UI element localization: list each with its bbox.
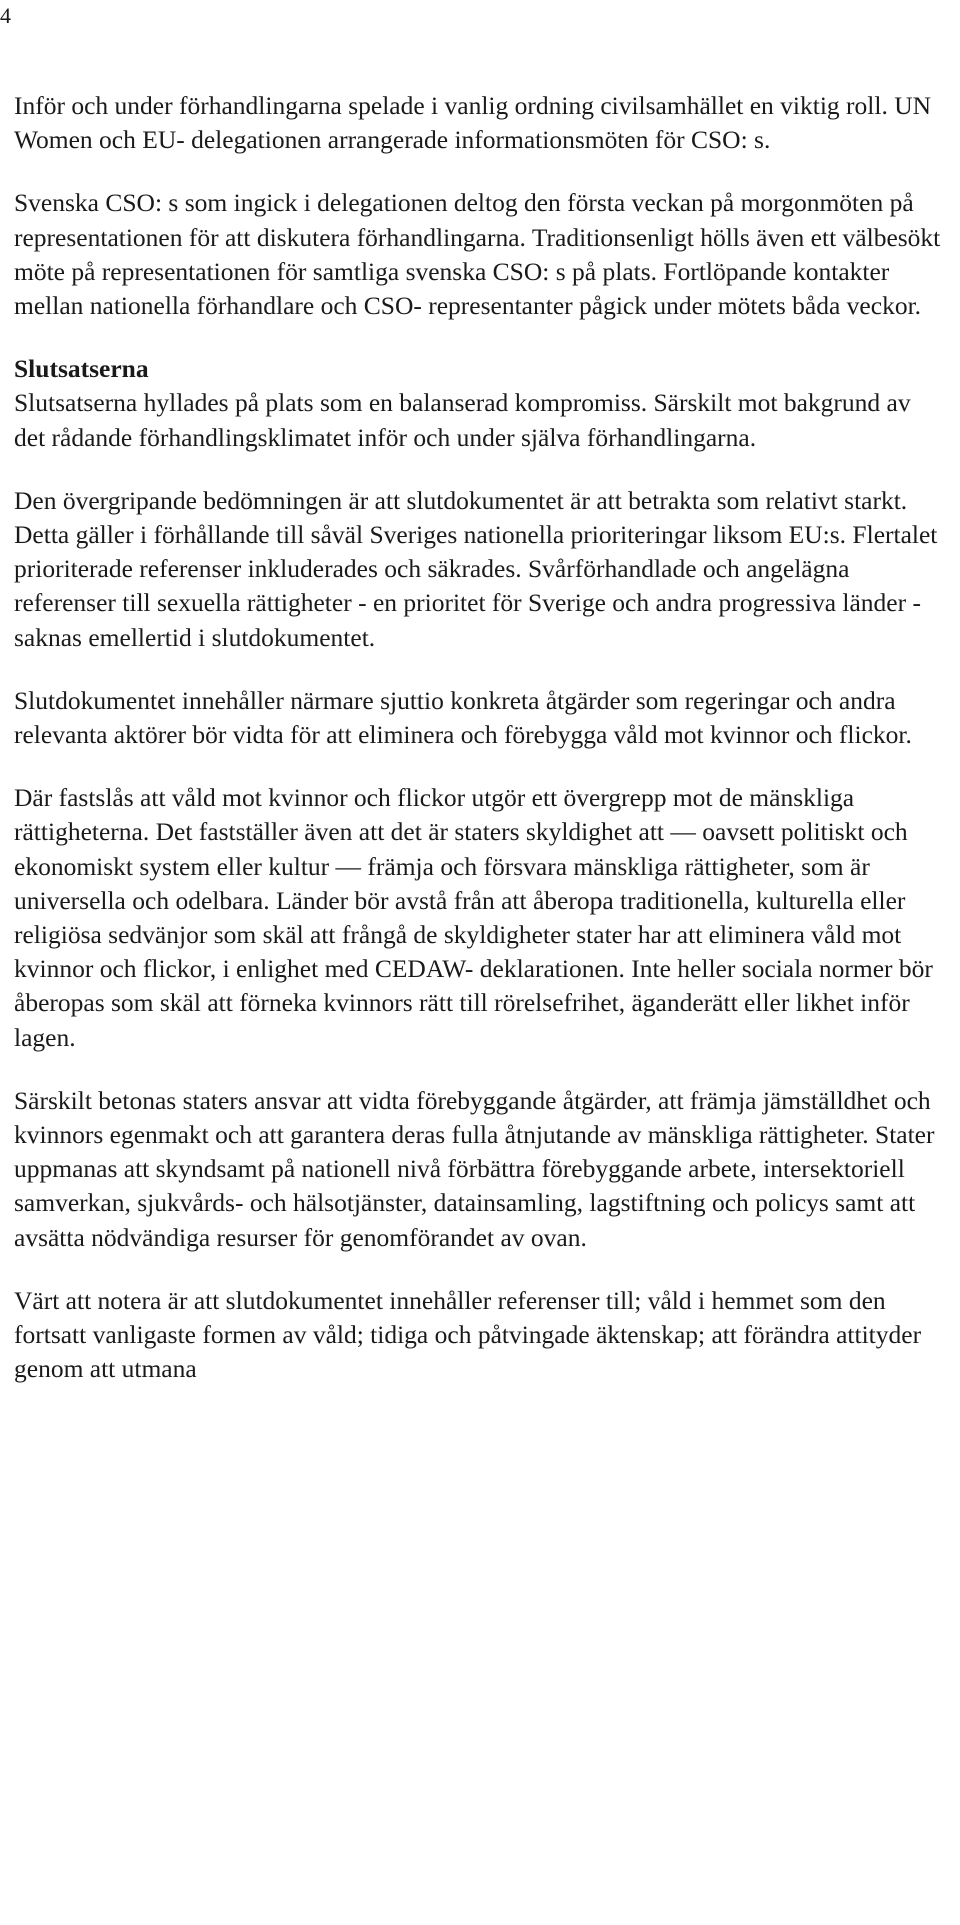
paragraph-conclusions-praised: Slutsatserna hyllades på plats som en balanserad kompromiss. Särskilt mot bakgrund av det rådande förhandlingsklimatet inför och under själva förhandlingarna.	[14, 388, 911, 452]
page-number: 4	[0, 3, 11, 28]
paragraph-swedish-cso: Svenska CSO: s som ingick i delegationen deltog den första veckan på morgonmöten på representationen för att diskutera förhandlingarna. Traditionsenligt hölls även ett välbesökt möte på representationen för samtliga svenska CSO: s på plats. Fortlöpande kontakter mellan nationella förhandlare och CSO- representanter pågick under mötets båda veckor.	[14, 188, 941, 321]
document-body	[14, 89, 946, 1416]
paragraph-civil-society: Inför och under förhandlingarna spelade i vanlig ordning civilsamhället en viktig roll. UN Women och EU- delegationen arrangerade informationsmöten för CSO: s.	[14, 91, 932, 155]
paragraph-human-rights: Där fastslås att våld mot kvinnor och flickor utgör ett övergrepp mot de mänskliga rättigheterna. Det fastställer även att det är staters skyldighet att — oavsett politiskt och ekonomiskt system eller kultur — främja och försvara mänskliga rättigheter, som är universella och odelbara. Länder bör avstå från att åberopa traditionella, kulturella eller religiösa sedvänjor som skäl att frångå de skyldigheter stater har att eliminera våld mot kvinnor och flickor, i enlighet med CEDAW- deklarationen. Inte heller sociala normer bör åberopas som skäl att förneka kvinnors rätt till rörelsefrihet, äganderätt eller likhet inför lagen.	[14, 783, 933, 1052]
paragraph-references: Värt att notera är att slutdokumentet innehåller referenser till; våld i hemmet som den fortsatt vanligaste formen av våld; tidiga och påtvingade äktenskap; att förändra attityder genom att utmana	[14, 1285, 922, 1384]
paragraph-overall-assessment: Den övergripande bedömningen är att slutdokumentet är att betrakta som relativt starkt. Detta gäller i förhållande till såväl Sveriges nationella prioriteringar liksom EU:s. Flertalet prioriterade referenser inkluderades och säkrades. Svårförhandlade och angelägna referenser till sexuella rättigheter - en prioritet för Sverige och andra progressiva länder - saknas emellertid i slutdokumentet.	[14, 485, 938, 652]
paragraph-state-responsibility: Särskilt betonas staters ansvar att vidta förebyggande åtgärder, att främja jämställdhet och kvinnors egenmakt och att garantera deras fulla åtnjutande av mänskliga rättigheter. Stater uppmanas att skyndsamt på nationell nivå förbättra förebyggande arbete, intersektoriell samverkan, sjukvårds- och hälsotjänster, datainsamling, lagstiftning och policys samt att avsätta nödvändiga resurser för genomförandet av ovan.	[14, 1085, 935, 1252]
paragraph-concrete-measures: Slutdokumentet innehåller närmare sjuttio konkreta åtgärder som regeringar och andra relevanta aktörer bör vidta för att eliminera och förebygga våld mot kvinnor och flickor.	[14, 685, 912, 750]
section-heading-slutsatserna: Slutsatserna	[14, 354, 149, 384]
